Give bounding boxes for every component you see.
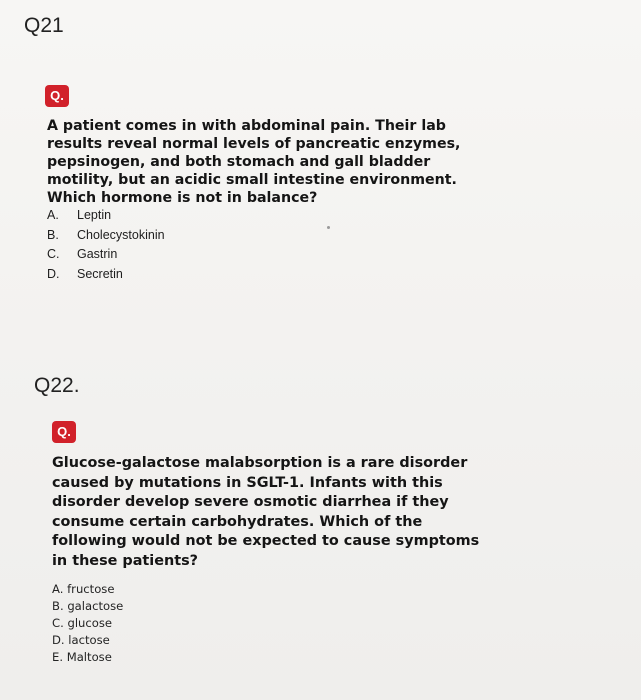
answer-option: A. fructose [52,582,115,596]
answer-option [47,226,165,246]
question-22-stem: Glucose-galactose malabsorption is a rare disorder caused by mutations in SGLT-1. Infants with this disorder develop severe osmotic diarrhea if they consume certain carbohydrates. Which of the following would not be expected to cause symptoms in these patients? [52,455,480,569]
option-text: Gastrin [77,247,118,261]
answer-option: D. lactose [52,633,110,647]
question-badge: Q. [45,85,69,107]
question-21-stem: A patient comes in with abdominal pain. Their lab results reveal normal levels of pancreatic enzymes, pepsinogen, and both stomach and gall bladder motility, but an acidic small intestine environment. Which hormone is not in balance? [47,118,461,206]
answer-option [47,265,165,285]
answer-option: B. galactose [52,599,124,613]
question-badge: Q. [52,421,76,443]
option-letter: A. [47,208,59,222]
option-text: Cholecystokinin [77,227,165,242]
option-text: Leptin [77,208,112,222]
question-21-options [47,206,165,284]
answer-option: C. glucose [52,616,113,630]
option-letter: B. [47,227,59,242]
question-21-heading: Q21 [24,14,64,37]
stray-mark [327,226,330,229]
option-letter: C. [47,247,60,261]
question-22-options [52,581,123,666]
answer-option [47,206,165,226]
answer-option: E. Maltose [52,650,112,664]
answer-option [47,245,165,265]
question-22-heading: Q22. [34,374,80,397]
option-text: Secretin [77,266,123,281]
option-letter: D. [47,266,60,281]
